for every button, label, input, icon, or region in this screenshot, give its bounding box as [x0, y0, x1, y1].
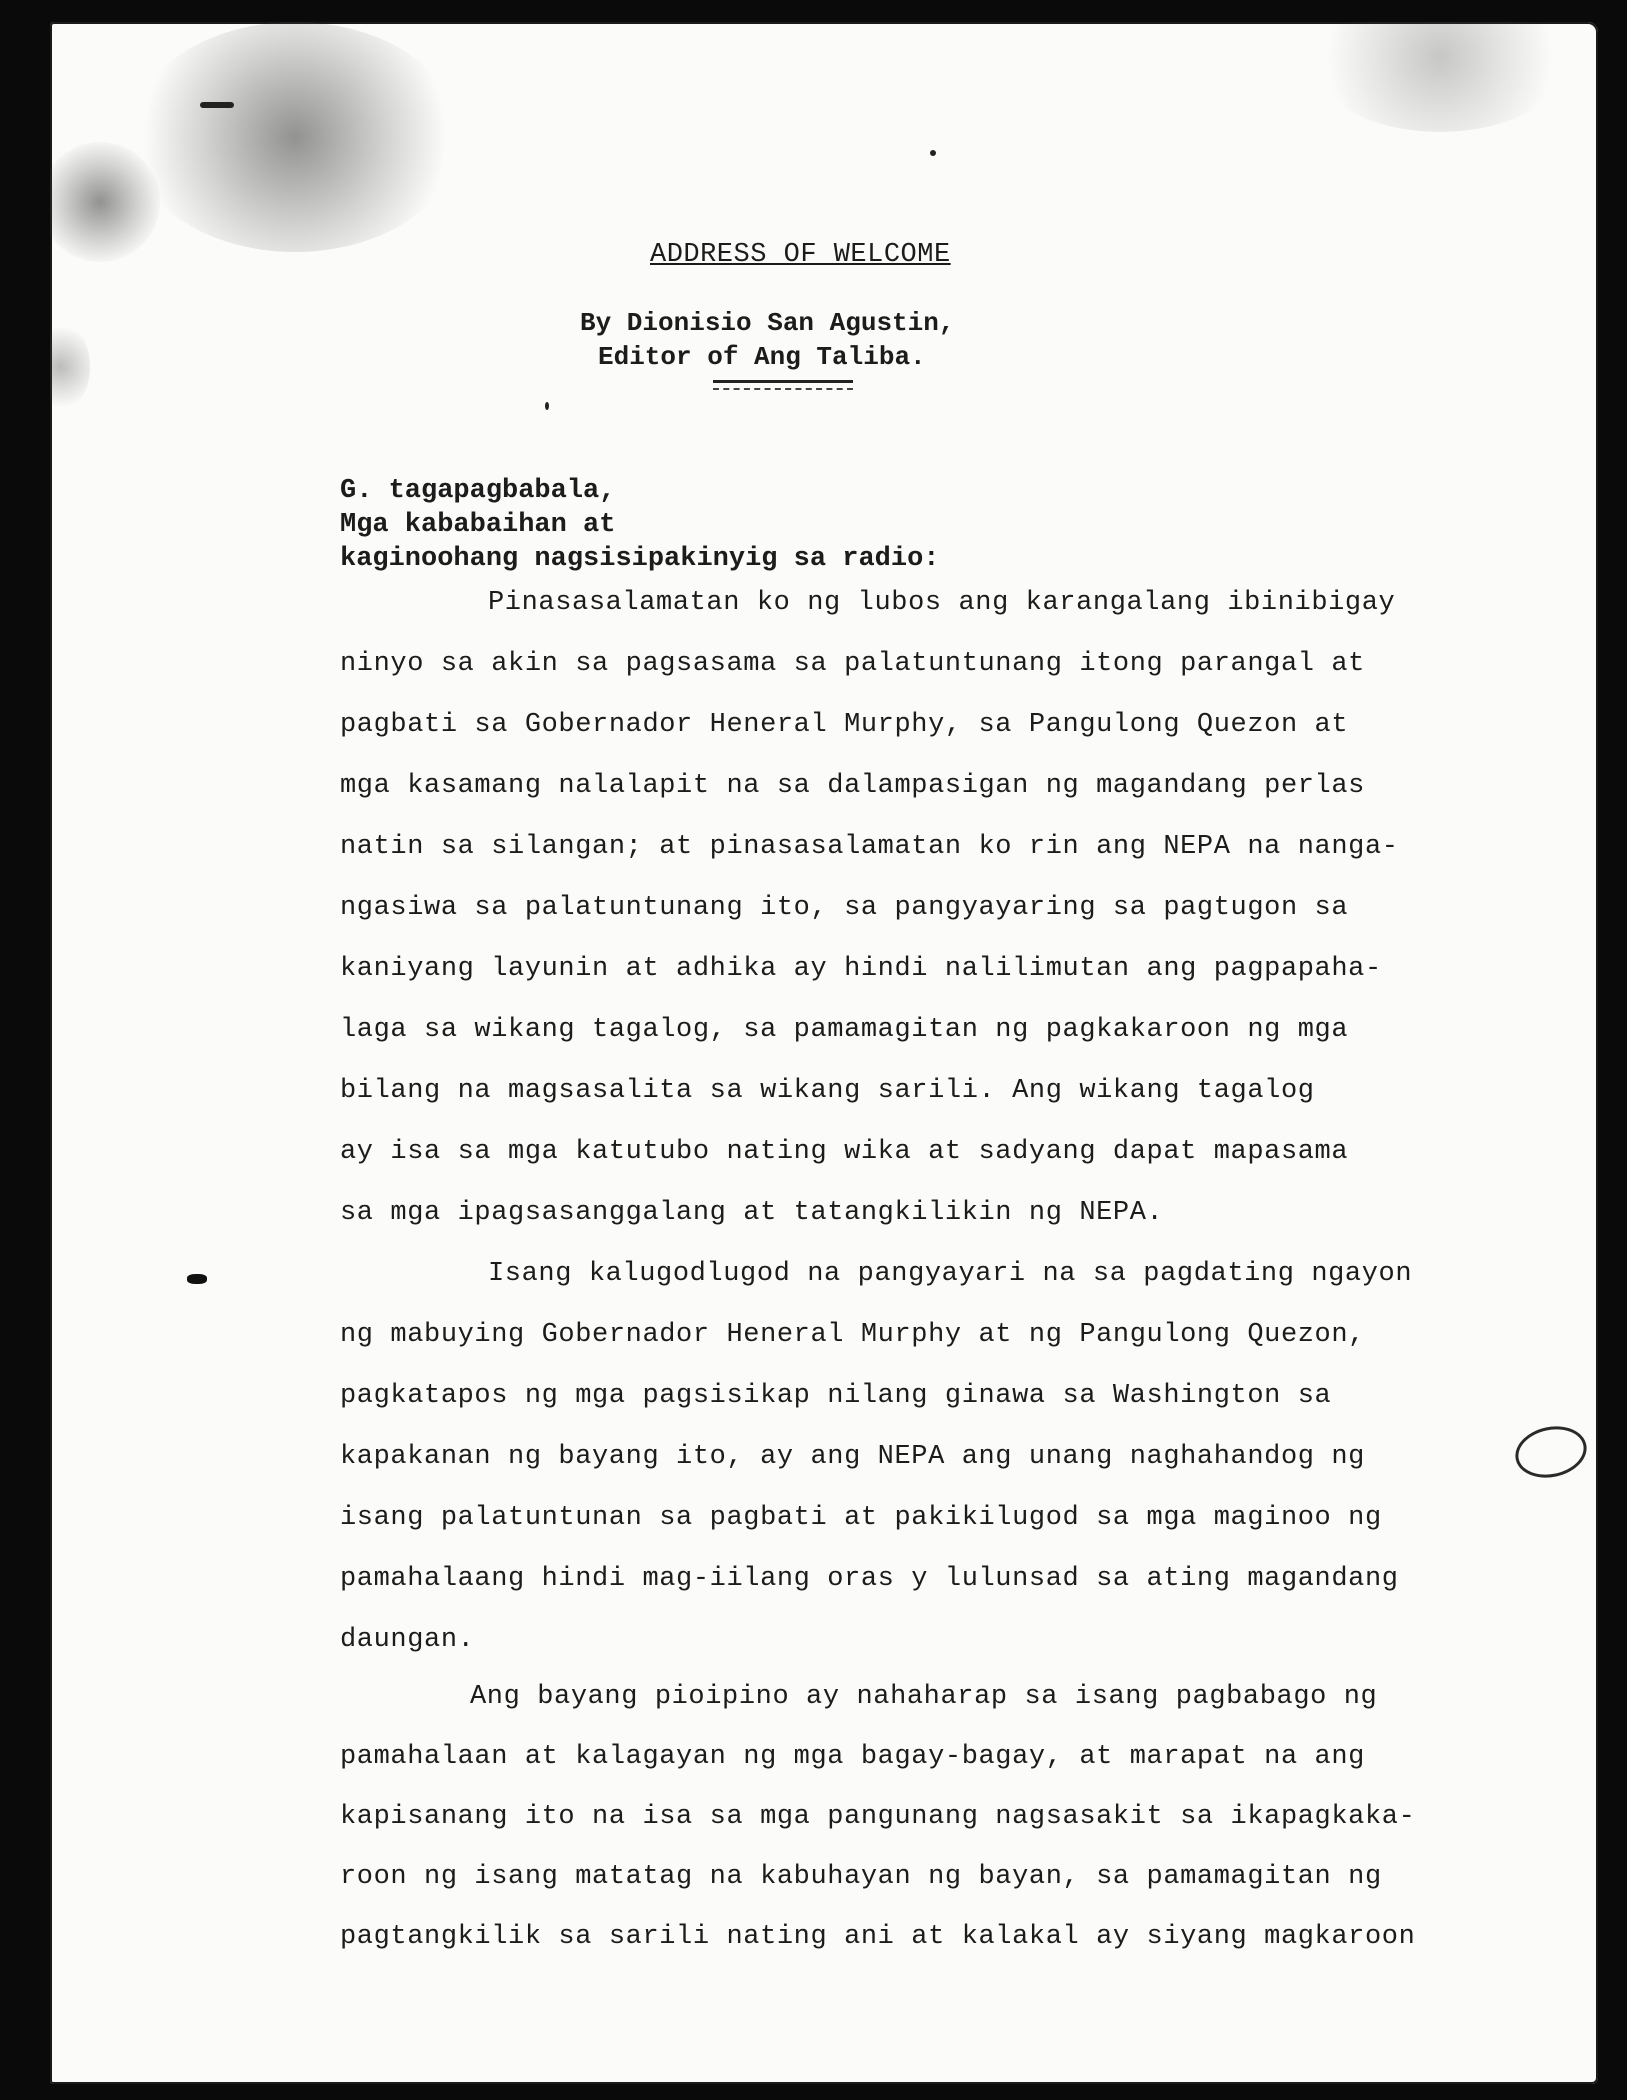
title-divider [713, 380, 853, 390]
paragraph-3-line: Ang bayang pioipino ay nahaharap sa isang pagbabago ng [470, 1682, 1378, 1712]
paragraph-3-line: roon ng isang matatag na kabuhayan ng bayan, sa pamamagitan ng [340, 1862, 1382, 1892]
paragraph-1-line: ninyo sa akin sa pagsasama sa palatuntunang itong parangal at [340, 649, 1365, 679]
paragraph-3-line: pamahalaan at kalagayan ng mga bagay-bagay, at marapat na ang [340, 1742, 1365, 1772]
paragraph-2-line: Isang kalugodlugod na pangyayari na sa pagdating ngayon [488, 1259, 1413, 1289]
paragraph-1-line: sa mga ipagsasanggalang at tatangkilikin ng NEPA. [340, 1198, 1164, 1228]
paragraph-1-line: pagbati sa Gobernador Heneral Murphy, sa Pangulong Quezon at [340, 710, 1349, 740]
paragraph-3-line: kapisanang ito na isa sa mga pangunang nagsasakit sa ikapagkaka- [340, 1802, 1416, 1832]
stain-left-edge [50, 322, 90, 412]
speck-2 [930, 150, 936, 156]
ink-smudge-mark [1511, 1420, 1592, 1484]
stain-top-right [1310, 22, 1570, 132]
paragraph-1-line: natin sa silangan; at pinasasalamatan ko rin ang NEPA na nanga- [340, 832, 1399, 862]
paragraph-1-line: mga kasamang nalalapit na sa dalampasigan ng magandang perlas [340, 771, 1365, 801]
paragraph-2-line: pagkatapos ng mga pagsisikap nilang ginawa sa Washington sa [340, 1381, 1332, 1411]
paragraph-1-line: kaniyang layunin at adhika ay hindi nalilimutan ang pagpapaha- [340, 954, 1382, 984]
paragraph-2-line: pamahalaang hindi mag-iilang oras y lulunsad sa ating magandang [340, 1564, 1399, 1594]
paragraph-3-line: pagtangkilik sa sarili nating ani at kalakal ay siyang magkaroon [340, 1922, 1416, 1952]
typewritten-page [50, 22, 1598, 2084]
paragraph-1-line: bilang na magsasalita sa wikang sarili. Ang wikang tagalog [340, 1076, 1315, 1106]
stain-top-left [130, 22, 460, 252]
margin-mark [187, 1274, 207, 1284]
salutation-line: kaginoohang nagsisipakinyig sa radio: [340, 544, 940, 574]
salutation-line: G. tagapagbabala, [340, 476, 616, 506]
salutation-line: Mga kababaihan at [340, 510, 616, 540]
paragraph-2-line: isang palatuntunan sa pagbati at pakikilugod sa mga maginoo ng [340, 1503, 1382, 1533]
speck-1 [200, 102, 234, 108]
paragraph-2-line: kapakanan ng bayang ito, ay ang NEPA ang unang naghahandog ng [340, 1442, 1365, 1472]
byline-role: Editor of Ang Taliba. [598, 342, 926, 372]
paragraph-2-line: daungan. [340, 1625, 475, 1655]
speck-3 [545, 402, 549, 410]
paragraph-1-line: ngasiwa sa palatuntunang ito, sa pangyayaring sa pagtugon sa [340, 893, 1349, 923]
paragraph-1-line: Pinasasalamatan ko ng lubos ang karangalang ibinibigay [488, 588, 1396, 618]
stain-top-left-small [50, 142, 160, 262]
byline-author: By Dionisio San Agustin, [580, 308, 955, 338]
paragraph-1-line: ay isa sa mga katutubo nating wika at sadyang dapat mapasama [340, 1137, 1349, 1167]
paragraph-2-line: ng mabuying Gobernador Heneral Murphy at ng Pangulong Quezon, [340, 1320, 1365, 1350]
document-title: ADDRESS OF WELCOME [650, 240, 951, 270]
paragraph-1-line: laga sa wikang tagalog, sa pamamagitan ng pagkakaroon ng mga [340, 1015, 1349, 1045]
